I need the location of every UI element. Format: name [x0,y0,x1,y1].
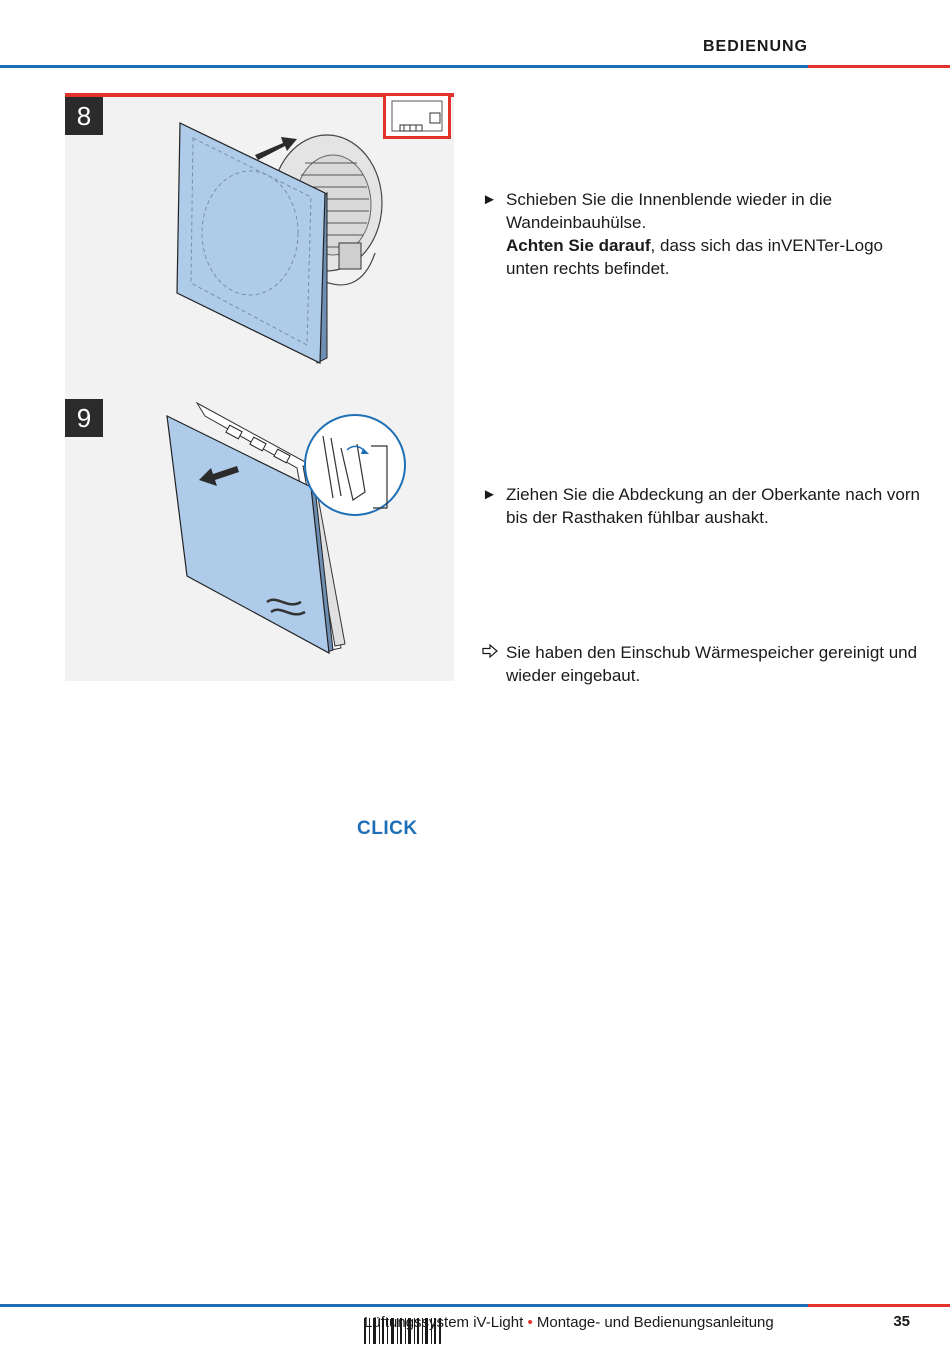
step-9-text: Ziehen Sie die Abdeckung an der Oberkante nach vorn bis der Rasthaken fühlbar aushakt. [506,485,920,527]
remove-cover-drawing [65,388,454,681]
page-number: 35 [893,1313,910,1330]
step-8-emphasis: Achten Sie darauf [506,236,651,255]
header-rule [0,65,950,68]
footer-manual: Montage- und Bedienungsanleitung [536,1314,774,1331]
step-8-illustration [65,93,454,388]
step-9-illustration [65,388,454,839]
footer-rule [0,1304,950,1307]
triangle-right-icon: ► [482,486,497,503]
result-text: Sie haben den Einschub Wärmespeicher gereinigt und wieder eingebaut. [506,643,918,685]
step-8-text: Schieben Sie die Innenblende wieder in die Wandeinbauhülse. [506,190,833,232]
footer-separator: • [527,1314,533,1331]
step-8-number: 8 [65,97,103,135]
footer-title [364,1314,774,1331]
click-label: CLICK [357,818,418,839]
step-9-number: 9 [65,399,103,437]
insert-panel-drawing [65,93,454,388]
triangle-right-icon: ► [482,191,497,208]
step-8-emphasis-rest: , dass sich das inVENTer-Logo unten rechts befindet. [506,236,883,278]
section-title: BEDIENUNG [702,38,808,55]
footer-product: Lüftungssystem iV-Light [364,1314,524,1331]
hollow-arrow-right-icon [482,641,498,665]
